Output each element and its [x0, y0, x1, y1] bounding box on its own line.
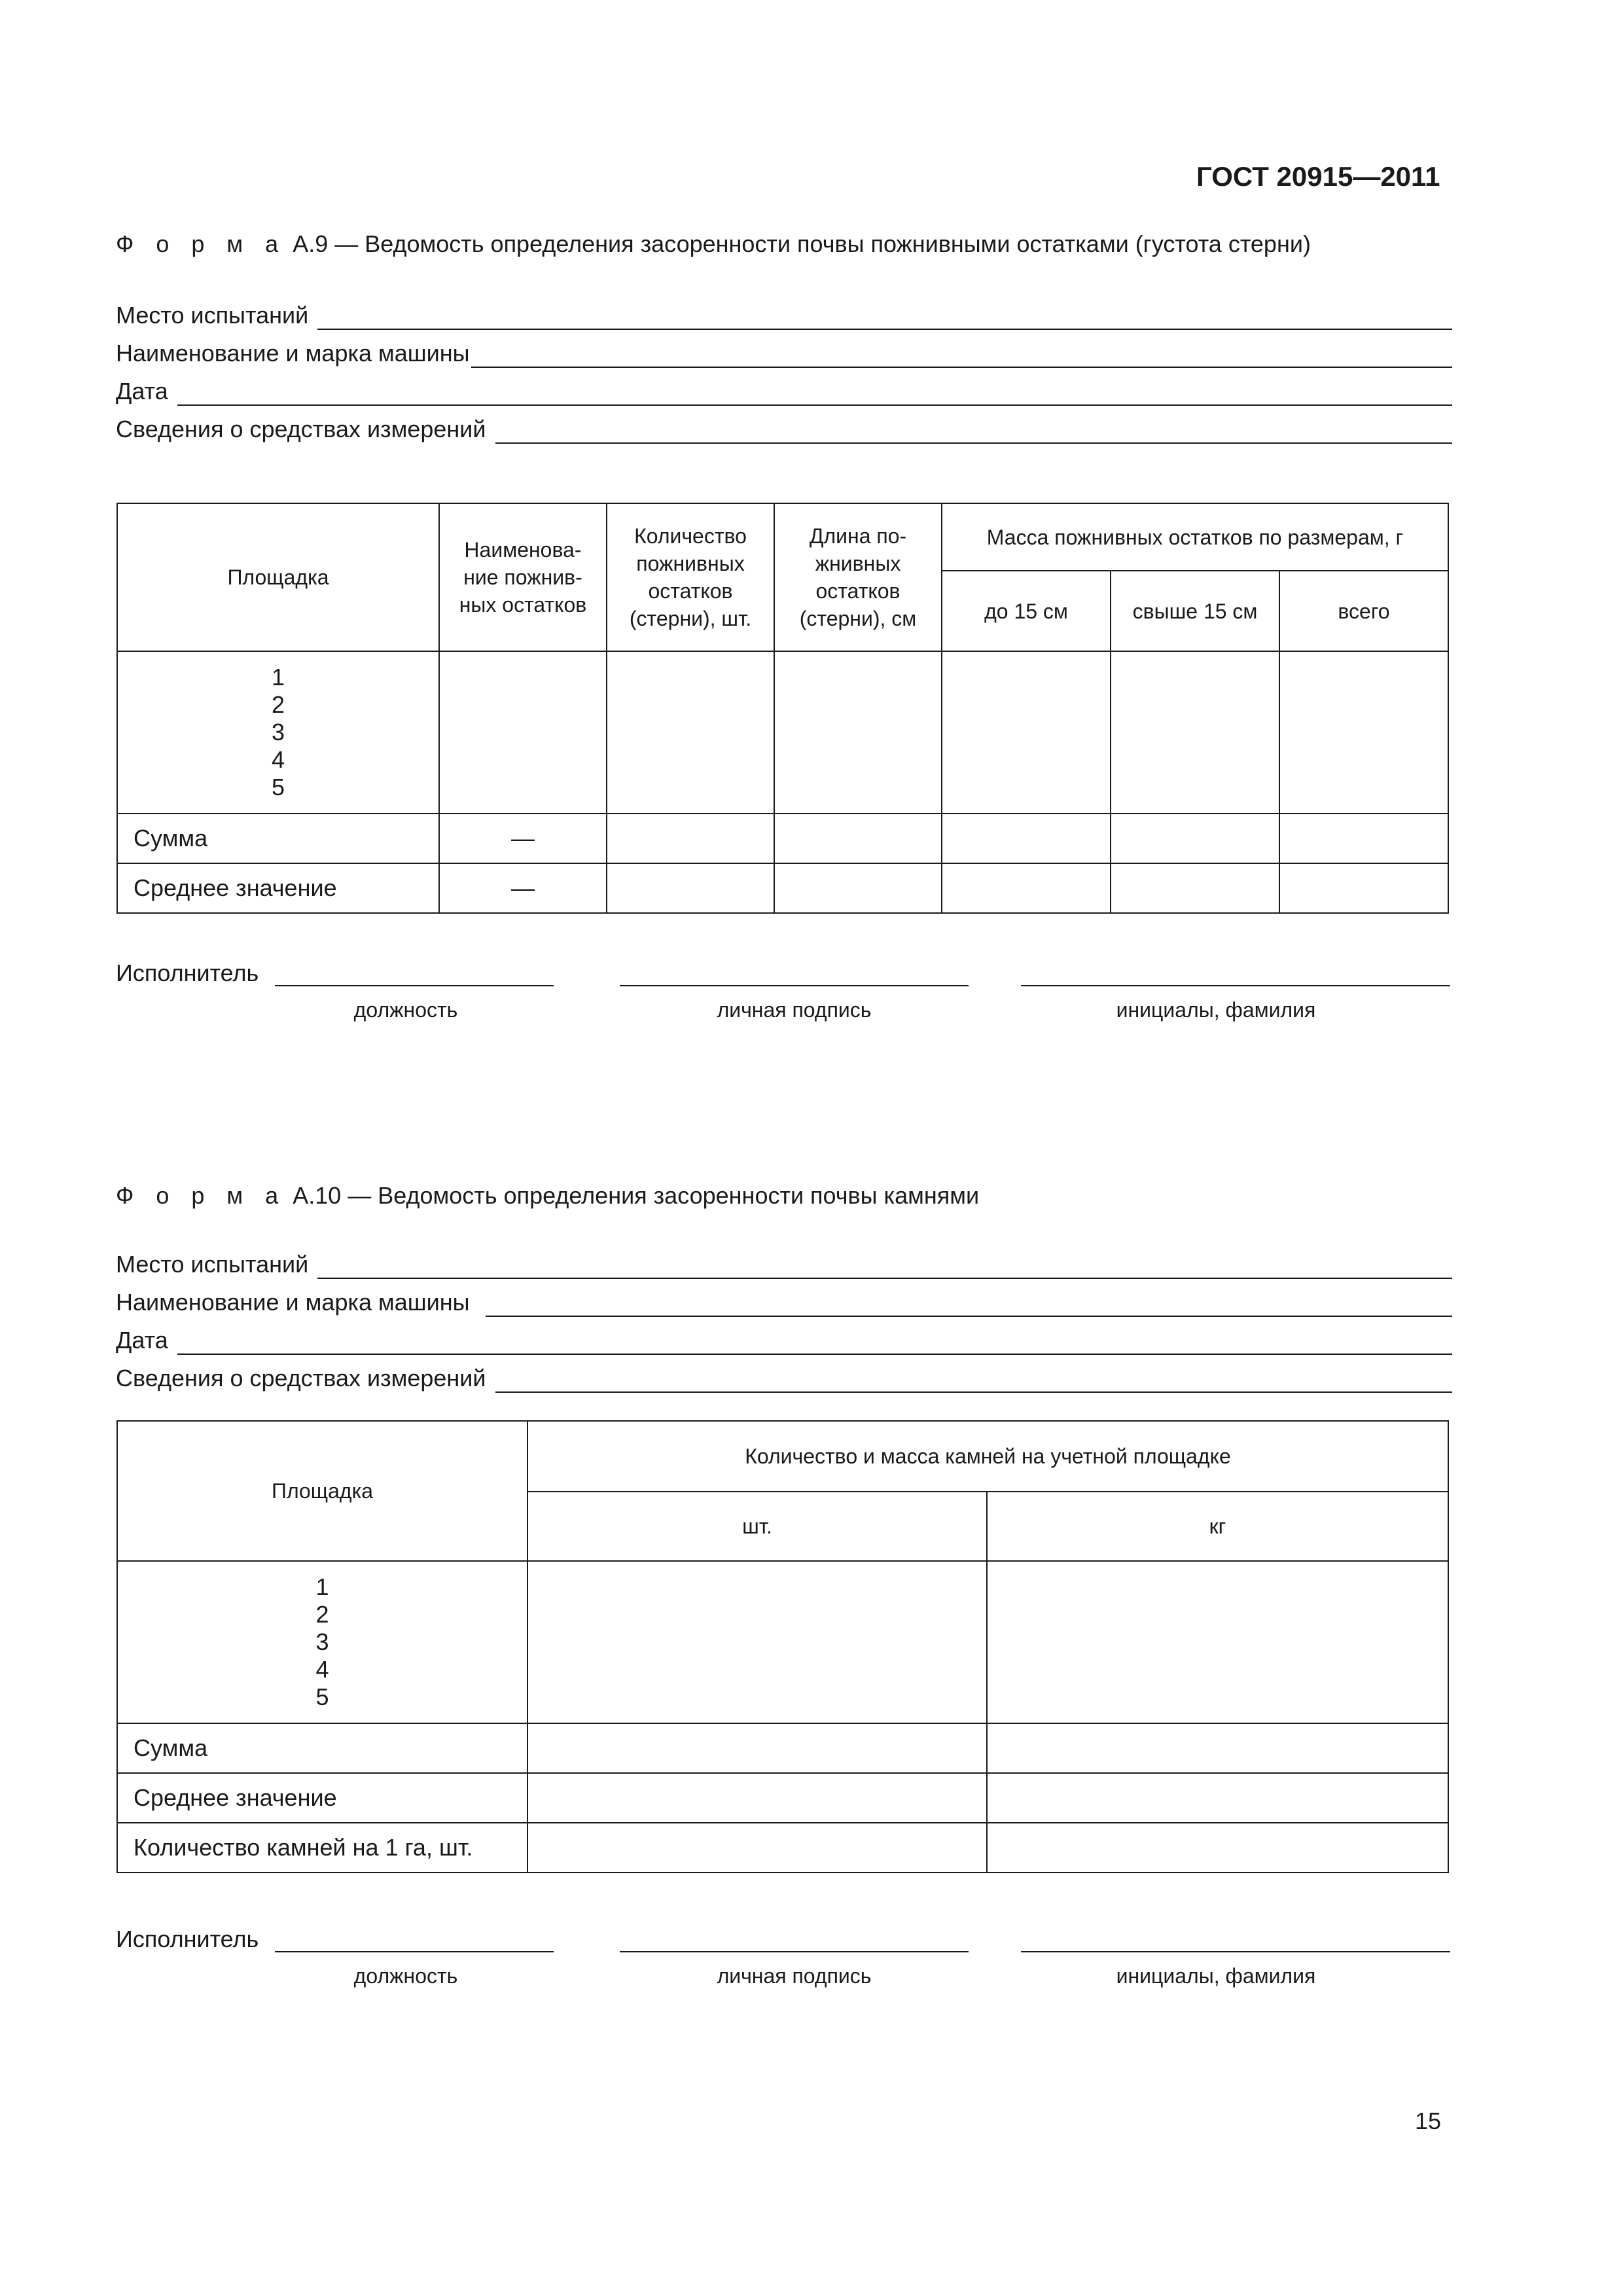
form-a9-title-prefix: Ф о р м а: [116, 230, 287, 257]
header-mass-total: всего: [1279, 571, 1448, 651]
table-cell[interactable]: [607, 814, 774, 863]
form-a9-field-instruments[interactable]: Сведения о средствах измерений: [116, 414, 1452, 444]
form-a10-field-instruments[interactable]: Сведения о средствах измерений: [116, 1363, 1452, 1393]
table-cell[interactable]: [1279, 814, 1448, 863]
form-a9-name-caption: инициалы, фамилия: [1116, 998, 1316, 1022]
form-a9-title: [116, 230, 1311, 258]
form-a9-field-test-site[interactable]: Место испытаний: [116, 300, 1452, 330]
form-a10-position-line[interactable]: [275, 1951, 554, 1952]
table-row: [117, 863, 1448, 913]
table-cell[interactable]: [527, 1561, 987, 1723]
table-row: [117, 814, 1448, 863]
table-cell[interactable]: [607, 863, 774, 913]
table-row: [117, 651, 1448, 814]
form-a10-name-line[interactable]: [1021, 1951, 1450, 1952]
form-a10-field-date[interactable]: Дата: [116, 1325, 1452, 1355]
plot-numbers: 1 2 3 4 5: [117, 651, 439, 814]
header-mass-group: Масса пожнивных остатков по размерам, г: [942, 503, 1448, 571]
form-a10-executor-label: Исполнитель: [116, 1926, 259, 1952]
table-cell[interactable]: [527, 1723, 987, 1773]
table-cell[interactable]: [942, 814, 1111, 863]
table-cell[interactable]: [1279, 863, 1448, 913]
table-cell[interactable]: [942, 651, 1111, 814]
table-cell[interactable]: [987, 1823, 1448, 1873]
form-a10-title-text: А.10 — Ведомость определения засоренности почвы камнями: [293, 1182, 980, 1209]
form-a10-title-prefix: Ф о р м а: [116, 1182, 287, 1209]
table-cell[interactable]: [987, 1723, 1448, 1773]
table-cell[interactable]: [1111, 651, 1279, 814]
table-cell[interactable]: [1111, 863, 1279, 913]
table-cell[interactable]: [942, 863, 1111, 913]
form-a10-signature-caption: личная подпись: [717, 1964, 872, 1988]
row-sum-label: Сумма: [117, 814, 439, 863]
form-a9-name-line[interactable]: [1021, 985, 1450, 986]
header-mass-over-15: свыше 15 см: [1111, 571, 1279, 651]
table-cell[interactable]: [987, 1773, 1448, 1823]
header-stones-count: шт.: [527, 1492, 987, 1561]
header-stones-group: Количество и масса камней на учетной площадке: [527, 1421, 1448, 1492]
form-a9-title-text: А.9 — Ведомость определения засоренности почвы пожнивными остатками (густота стерни): [293, 230, 1311, 257]
form-a9-position-caption: должность: [353, 998, 458, 1022]
dash-cell: —: [439, 814, 607, 863]
form-a9-signature-caption: личная подпись: [717, 998, 872, 1022]
page-number: 15: [1415, 2108, 1442, 2134]
row-mean-label: Среднее значение: [117, 863, 439, 913]
table-cell[interactable]: [607, 651, 774, 814]
table-cell[interactable]: [527, 1773, 987, 1823]
form-a10-position-caption: должность: [353, 1964, 458, 1988]
form-a10-field-test-site[interactable]: Место испытаний: [116, 1249, 1452, 1279]
table-cell[interactable]: [1111, 814, 1279, 863]
form-a9-position-line[interactable]: [275, 985, 554, 986]
table-cell[interactable]: [987, 1561, 1448, 1723]
table-row: [117, 1773, 1448, 1823]
header-residue-length: Длина по- жнивных остатков (стерни), см: [774, 503, 942, 651]
form-a10-table: [116, 1420, 1449, 1873]
form-a9-signature-line[interactable]: [620, 985, 969, 986]
header-mass-under-15: до 15 см: [942, 571, 1111, 651]
form-a9-table: [116, 503, 1449, 914]
table-row: [117, 1561, 1448, 1723]
plot-numbers: 1 2 3 4 5: [117, 1561, 527, 1723]
form-a9-field-machine[interactable]: Наименование и марка машины: [116, 338, 1452, 368]
table-row: [117, 1723, 1448, 1773]
form-a9-executor-label: Исполнитель: [116, 960, 259, 986]
row-per-hectare-label: Количество камней на 1 га, шт.: [117, 1823, 527, 1873]
header-residue-count: Количество пожнивных остатков (стерни), шт.: [607, 503, 774, 651]
table-cell[interactable]: [774, 863, 942, 913]
table-cell[interactable]: [774, 651, 942, 814]
table-cell[interactable]: [527, 1823, 987, 1873]
header-residue-name: Наименова- ние пожнив- ных остатков: [439, 503, 607, 651]
header-plot: Площадка: [117, 503, 439, 651]
row-sum-label: Сумма: [117, 1723, 527, 1773]
dash-cell: —: [439, 863, 607, 913]
standard-number: ГОСТ 20915—2011: [1196, 161, 1440, 192]
form-a9-field-date[interactable]: Дата: [116, 376, 1452, 406]
header-stones-mass: кг: [987, 1492, 1448, 1561]
header-plot: Площадка: [117, 1421, 527, 1561]
form-a10-signature-line[interactable]: [620, 1951, 969, 1952]
table-cell[interactable]: [1279, 651, 1448, 814]
table-cell[interactable]: [774, 814, 942, 863]
form-a10-field-machine[interactable]: Наименование и марка машины: [116, 1287, 1452, 1317]
table-row: [117, 1823, 1448, 1873]
form-a10-title: [116, 1182, 979, 1210]
form-a10-name-caption: инициалы, фамилия: [1116, 1964, 1316, 1988]
table-cell[interactable]: [439, 651, 607, 814]
row-mean-label: Среднее значение: [117, 1773, 527, 1823]
